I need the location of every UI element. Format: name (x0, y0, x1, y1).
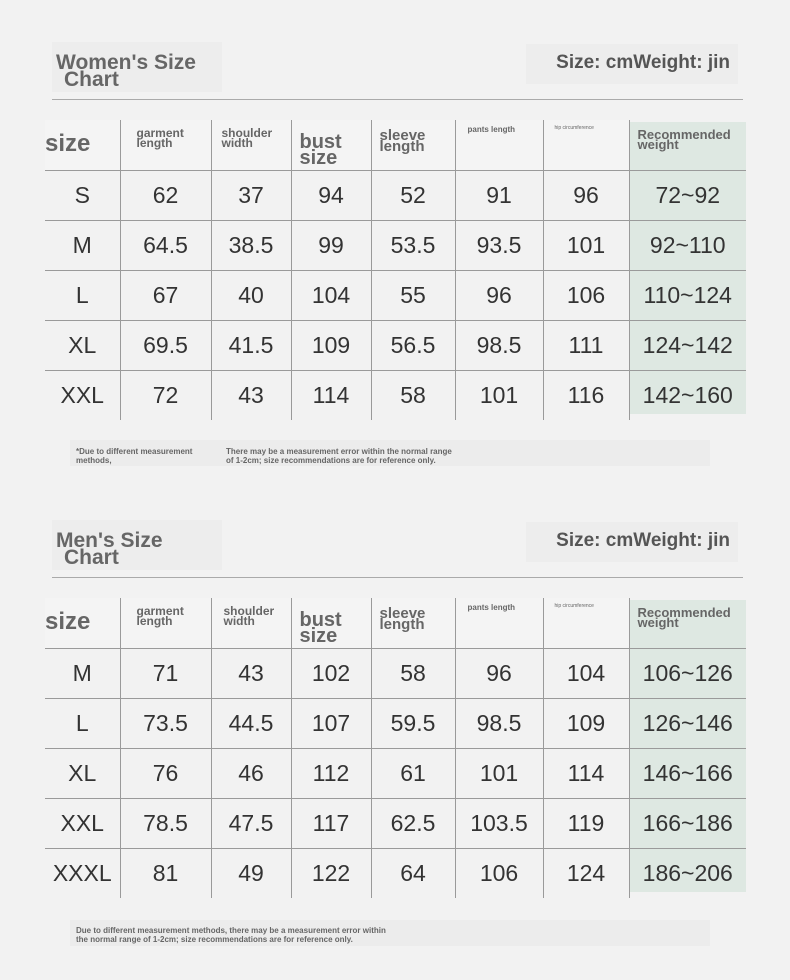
table-cell: 101 (455, 370, 543, 420)
table-cell: XL (45, 748, 120, 798)
table-cell: 73.5 (120, 698, 211, 748)
table-cell: 101 (455, 748, 543, 798)
table-cell: 146~166 (629, 748, 746, 798)
header-bust-size: bust size (291, 598, 371, 648)
header-sleeve-length: sleeve length (371, 598, 455, 648)
table-cell: 114 (291, 370, 371, 420)
table-cell: 101 (543, 220, 629, 270)
table-cell: 76 (120, 748, 211, 798)
table-cell: 56.5 (371, 320, 455, 370)
table-cell: 91 (455, 170, 543, 220)
header-shoulder-width: shoulder width (211, 120, 291, 170)
table-cell: 59.5 (371, 698, 455, 748)
table-cell: 124 (543, 848, 629, 898)
table-cell: 40 (211, 270, 291, 320)
table-cell: 72 (120, 370, 211, 420)
table-cell: S (45, 170, 120, 220)
table-cell: 64 (371, 848, 455, 898)
table-cell: M (45, 648, 120, 698)
divider (52, 577, 743, 578)
table-cell: 47.5 (211, 798, 291, 848)
table-header-row (45, 120, 746, 170)
chart-title-line1: Men's Size (56, 529, 163, 552)
table-cell: 49 (211, 848, 291, 898)
table-cell: 98.5 (455, 698, 543, 748)
table-cell: 106~126 (629, 648, 746, 698)
table-cell: 110~124 (629, 270, 746, 320)
table-cell: XXL (45, 798, 120, 848)
table-cell: L (45, 270, 120, 320)
table-cell: 43 (211, 648, 291, 698)
header-garment-length: garment length (120, 598, 211, 648)
units-label: Size: cmWeight: jin (556, 530, 730, 551)
header-hip-circumference: hip circumference (543, 598, 629, 648)
footnote-left: *Due to different measurement methods, (76, 447, 193, 465)
chart-title-line2: Chart (64, 546, 119, 569)
table-row (45, 698, 746, 748)
table-cell: M (45, 220, 120, 270)
table-cell: 44.5 (211, 698, 291, 748)
header-bust-size: bust size (291, 120, 371, 170)
table-cell: 109 (543, 698, 629, 748)
table-cell: 69.5 (120, 320, 211, 370)
table-cell: 58 (371, 648, 455, 698)
header-recommended-weight: Recommended weight (629, 120, 746, 170)
footnote: Due to different measurement methods, there may be a measurement error within the normal range of 1-2cm; size recommendations are for reference only. (76, 926, 386, 944)
table-cell: 119 (543, 798, 629, 848)
table-row (45, 370, 746, 420)
table-row (45, 648, 746, 698)
table-cell: 71 (120, 648, 211, 698)
table-cell: 72~92 (629, 170, 746, 220)
chart-title-line2: Chart (64, 68, 119, 91)
header-hip-circumference: hip circumference (543, 120, 629, 170)
table-cell: 166~186 (629, 798, 746, 848)
table-cell: 117 (291, 798, 371, 848)
table-cell: 98.5 (455, 320, 543, 370)
table-cell: 114 (543, 748, 629, 798)
table-cell: 55 (371, 270, 455, 320)
table-cell: L (45, 698, 120, 748)
header-size: size (45, 598, 120, 648)
table-row (45, 848, 746, 898)
units-label: Size: cmWeight: jin (556, 52, 730, 73)
table-cell: 52 (371, 170, 455, 220)
table-cell: 43 (211, 370, 291, 420)
table-cell: 104 (291, 270, 371, 320)
table-cell: 37 (211, 170, 291, 220)
table-cell: 142~160 (629, 370, 746, 420)
table-cell: 64.5 (120, 220, 211, 270)
table-cell: 102 (291, 648, 371, 698)
table-cell: 126~146 (629, 698, 746, 748)
header-size: size (45, 120, 120, 170)
table-row (45, 270, 746, 320)
table-cell: 78.5 (120, 798, 211, 848)
table-row (45, 748, 746, 798)
table-cell: 94 (291, 170, 371, 220)
table-cell: 92~110 (629, 220, 746, 270)
table-row (45, 320, 746, 370)
table-cell: 67 (120, 270, 211, 320)
table-header-row (45, 598, 746, 648)
table-cell: 62 (120, 170, 211, 220)
table-cell: 96 (455, 270, 543, 320)
table-cell: 111 (543, 320, 629, 370)
table-row (45, 220, 746, 270)
table-cell: 46 (211, 748, 291, 798)
table-cell: 109 (291, 320, 371, 370)
table-cell: 62.5 (371, 798, 455, 848)
table-row (45, 798, 746, 848)
table-cell: 41.5 (211, 320, 291, 370)
table-cell: 112 (291, 748, 371, 798)
header-garment-length: garment length (120, 120, 211, 170)
header-shoulder-width: shoulder width (211, 598, 291, 648)
table-cell: 122 (291, 848, 371, 898)
table-cell: 106 (543, 270, 629, 320)
table-cell: 96 (455, 648, 543, 698)
table-cell: 104 (543, 648, 629, 698)
table-cell: 96 (543, 170, 629, 220)
header-sleeve-length: sleeve length (371, 120, 455, 170)
footnote-right: There may be a measurement error within the normal range of 1-2cm; size recommendations are for reference only. (226, 447, 452, 465)
table-row (45, 170, 746, 220)
table-cell: 58 (371, 370, 455, 420)
table-cell: XXXL (45, 848, 120, 898)
size-table (45, 120, 746, 420)
divider (52, 99, 743, 100)
header-recommended-weight: Recommended weight (629, 598, 746, 648)
header-pants-length: pants length (455, 598, 543, 648)
table-cell: 103.5 (455, 798, 543, 848)
table-cell: 124~142 (629, 320, 746, 370)
chart-title-line1: Women's Size (56, 51, 196, 74)
table-cell: XXL (45, 370, 120, 420)
size-table (45, 598, 746, 898)
table-cell: 38.5 (211, 220, 291, 270)
table-cell: 53.5 (371, 220, 455, 270)
table-cell: XL (45, 320, 120, 370)
table-cell: 93.5 (455, 220, 543, 270)
header-pants-length: pants length (455, 120, 543, 170)
table-cell: 99 (291, 220, 371, 270)
table-cell: 61 (371, 748, 455, 798)
table-cell: 186~206 (629, 848, 746, 898)
table-cell: 106 (455, 848, 543, 898)
table-cell: 81 (120, 848, 211, 898)
table-cell: 107 (291, 698, 371, 748)
table-cell: 116 (543, 370, 629, 420)
